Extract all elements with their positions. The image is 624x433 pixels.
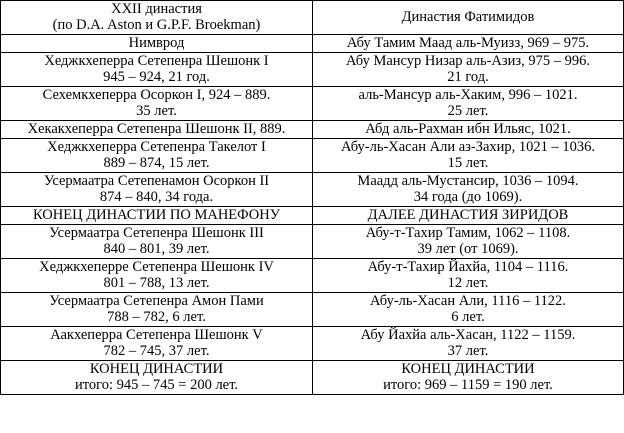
cell-text-line: 15 лет. — [447, 154, 489, 171]
cell-text-line: 21 год. — [447, 68, 489, 85]
table-cell-right — [313, 121, 624, 139]
table-cell-left — [1, 225, 313, 259]
cell-text-line: 6 лет. — [451, 308, 485, 325]
table-row — [1, 259, 624, 293]
table-cell-right — [313, 327, 624, 361]
table-cell-right — [313, 87, 624, 121]
cell-text-line: Абу-т-Тахир Тамим, 1062 – 1108. — [365, 224, 571, 241]
cell-text-line: Абу-т-Тахир Йахйа, 1104 – 1116. — [367, 258, 569, 275]
table-row — [1, 35, 624, 53]
cell-text-line: Хеджкхеперре Сетепенра Шешонк IV — [39, 258, 274, 275]
table-cell-left — [1, 207, 313, 225]
cell-text-line: 34 года (до 1069). — [413, 188, 523, 205]
cell-text-line: 25 лет. — [447, 102, 489, 119]
table-cell-left — [1, 139, 313, 173]
cell-text-line: Абу Йахйа аль-Хасан, 1122 – 1159. — [360, 326, 576, 343]
table-row — [1, 121, 624, 139]
table-cell-left — [1, 259, 313, 293]
table-row — [1, 361, 624, 395]
cell-text-line: 840 – 801, 39 лет. — [103, 240, 210, 257]
cell-text-line: Абу-ль-Хасан Али, 1116 – 1122. — [370, 292, 566, 309]
cell-text-line: 39 лет (от 1069). — [417, 240, 519, 257]
cell-text-line: Абу Мансур Низар аль-Азиз, 975 – 996. — [346, 52, 590, 69]
table-cell-right — [313, 293, 624, 327]
table-cell-right — [313, 361, 624, 395]
table-row — [1, 139, 624, 173]
table-row — [1, 207, 624, 225]
cell-text-line: Усермаатра Сетепенра Амон Пами — [49, 292, 264, 309]
table-header-row — [1, 1, 624, 35]
table-row — [1, 53, 624, 87]
cell-text-line: Абу Тамим Маад аль-Муизз, 969 – 975. — [346, 34, 590, 51]
table-row — [1, 225, 624, 259]
table-row — [1, 173, 624, 207]
table-row — [1, 293, 624, 327]
table-row — [1, 327, 624, 361]
cell-text-line: итого: 969 – 1159 = 190 лет. — [383, 376, 553, 393]
table-cell-right — [313, 259, 624, 293]
cell-text-line: Нимврод — [128, 34, 185, 51]
cell-text-line: Усермаатра Сетепенамон Осоркон II — [43, 172, 270, 189]
cell-text-line: КОНЕЦ ДИНАСТИИ ПО МАНЕФОНУ — [33, 206, 280, 223]
header-cell-left — [1, 1, 313, 35]
cell-text-line: Абу-ль-Хасан Али аз-Захир, 1021 – 1036. — [340, 138, 596, 155]
cell-text-line: Абд аль-Рахман ибн Ильяс, 1021. — [365, 120, 571, 137]
table-cell-left — [1, 53, 313, 87]
table-cell-right — [313, 173, 624, 207]
table-row — [1, 87, 624, 121]
cell-text-line: 788 – 782, 6 лет. — [107, 308, 206, 325]
table-cell-left — [1, 361, 313, 395]
table-cell-right — [313, 53, 624, 87]
cell-text-line: Хеджкхеперра Сетепенра Такелот I — [47, 138, 266, 155]
header-title-right: Династия Фатимидов — [401, 8, 535, 25]
header-cell-right — [313, 1, 624, 35]
cell-text-line: 945 – 924, 21 год. — [103, 68, 210, 85]
table-cell-left — [1, 173, 313, 207]
cell-text-line: 12 лет. — [447, 274, 489, 291]
table-cell-left — [1, 121, 313, 139]
cell-text-line: Усермаатра Сетепенра Шешонк III — [49, 224, 264, 241]
cell-text-line: 782 – 745, 37 лет. — [103, 342, 210, 359]
cell-text-line: 874 – 840, 34 года. — [99, 188, 214, 205]
cell-text-line: 37 лет. — [447, 342, 489, 359]
cell-text-line: КОНЕЦ ДИНАСТИИ — [89, 360, 224, 377]
cell-text-line: итого: 945 – 745 = 200 лет. — [75, 376, 238, 393]
table-cell-right — [313, 225, 624, 259]
cell-text-line: 889 – 874, 15 лет. — [103, 154, 210, 171]
header-title-left: XXII династия — [111, 0, 202, 17]
table-cell-right — [313, 207, 624, 225]
cell-text-line: КОНЕЦ ДИНАСТИИ — [401, 360, 535, 377]
cell-text-line: 35 лет. — [136, 102, 177, 119]
table-body — [1, 1, 624, 395]
cell-text-line: Хекакхеперра Сетепенра Шешонк II, 889. — [27, 120, 286, 137]
table-cell-right — [313, 139, 624, 173]
header-subtitle-left: (по D.A. Aston и G.P.F. Broekman) — [52, 16, 261, 33]
cell-text-line: Аакхеперра Сетепенра Шешонк V — [50, 326, 263, 343]
cell-text-line: аль-Мансур аль-Хаким, 996 – 1021. — [358, 86, 578, 103]
cell-text-line: Маадд аль-Мустансир, 1036 – 1094. — [357, 172, 579, 189]
cell-text-line: 801 – 788, 13 лет. — [103, 274, 210, 291]
table-cell-left — [1, 327, 313, 361]
table-cell-left — [1, 35, 313, 53]
cell-text-line: ДАЛЕЕ ДИНАСТИЯ ЗИРИДОВ — [367, 206, 569, 223]
cell-text-line: Сехемкхеперра Осоркон I, 924 – 889. — [42, 86, 271, 103]
table-cell-left — [1, 87, 313, 121]
cell-text-line: Хеджкхеперра Сетепенра Шешонк I — [44, 52, 269, 69]
table-cell-left — [1, 293, 313, 327]
table-cell-right — [313, 35, 624, 53]
